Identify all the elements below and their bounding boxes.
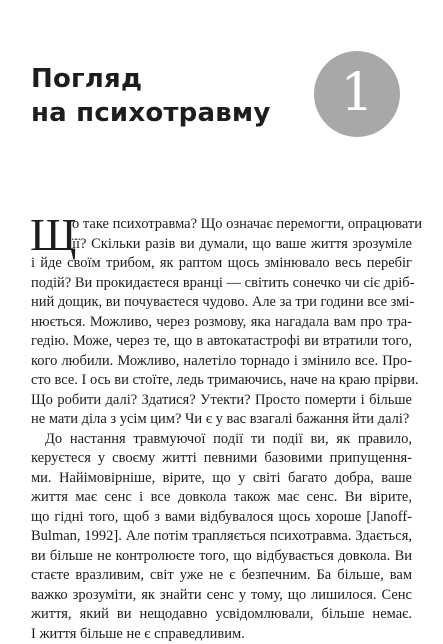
text-line: не мати діла з усім цим? Чи є у вас взагалі бажання йти далі? [31, 410, 412, 430]
text-line: ви більше не контролюєте того, що відбувається довкола. Ви [31, 547, 412, 567]
text-line: І життя більше не є справедливим. [31, 625, 412, 644]
text-line: важко зрозуміти, як знайти сенс у тому, що лишилося. Сенс [31, 586, 412, 606]
text-line: життя має сенс і все довкола також має сенс. Ви вірите, [31, 488, 412, 508]
text-line: її? Скільки разів ви думали, що ваше життя зрозуміле [31, 235, 412, 255]
chapter-number: 1 [340, 67, 373, 119]
text-line: життя, який ви нещодавно усвідомлювали, більше немає. [31, 605, 412, 625]
text-line: подій? Ви прокидаєтеся вранці — світить сонечко чи сіє дріб- [31, 274, 412, 294]
chapter-number-badge [314, 51, 400, 137]
chapter-title-line-1: Погляд [31, 62, 270, 96]
text-line: ми. Найімовірніше, вірите, що у світі багато добра, ваше [31, 469, 412, 489]
chapter-title [31, 62, 270, 130]
text-line: сто все. І ось ви стоїте, ледь тримаючись, наче на краю прірви. [31, 371, 412, 391]
text-line: і йде своїм трибом, як раптом щось змінювало весь перебіг [31, 254, 412, 274]
text-line: нюється. Можливо, через розмову, яка нагадала вам про тра- [31, 313, 412, 333]
text-line: До настання травмуючої події ти події ви, як правило, [31, 430, 412, 450]
text-line: стаєте вразливим, світ уже не є безпечним. Ба більше, вам [31, 566, 412, 586]
body-text [31, 215, 412, 644]
chapter-title-line-2: на психотравму [31, 96, 270, 130]
text-line: ний дощик, ви почуваєтеся чудово. Але за три години все змі- [31, 293, 412, 313]
text-line: Що робити далі? Здатися? Утекти? Просто померти і більше [31, 391, 412, 411]
drop-cap: Щ [30, 216, 76, 254]
text-line: кого любили. Можливо, налетіло торнадо і змінило все. Про- [31, 352, 412, 372]
text-line: гедію. Може, через те, що в автокатастрофі ви втратили того, [31, 332, 412, 352]
text-line: о таке психотравма? Що означає перемогти, опрацювати [31, 215, 412, 235]
text-line: Bulman, 1992]. Але потім трапляється психотравма. Здається, [31, 527, 412, 547]
text-line: керуєтеся у своєму житті певними базовими припущення- [31, 449, 412, 469]
text-line: що гідні того, щоб з вами відбувалося щось хороше [Janoff- [31, 508, 412, 528]
